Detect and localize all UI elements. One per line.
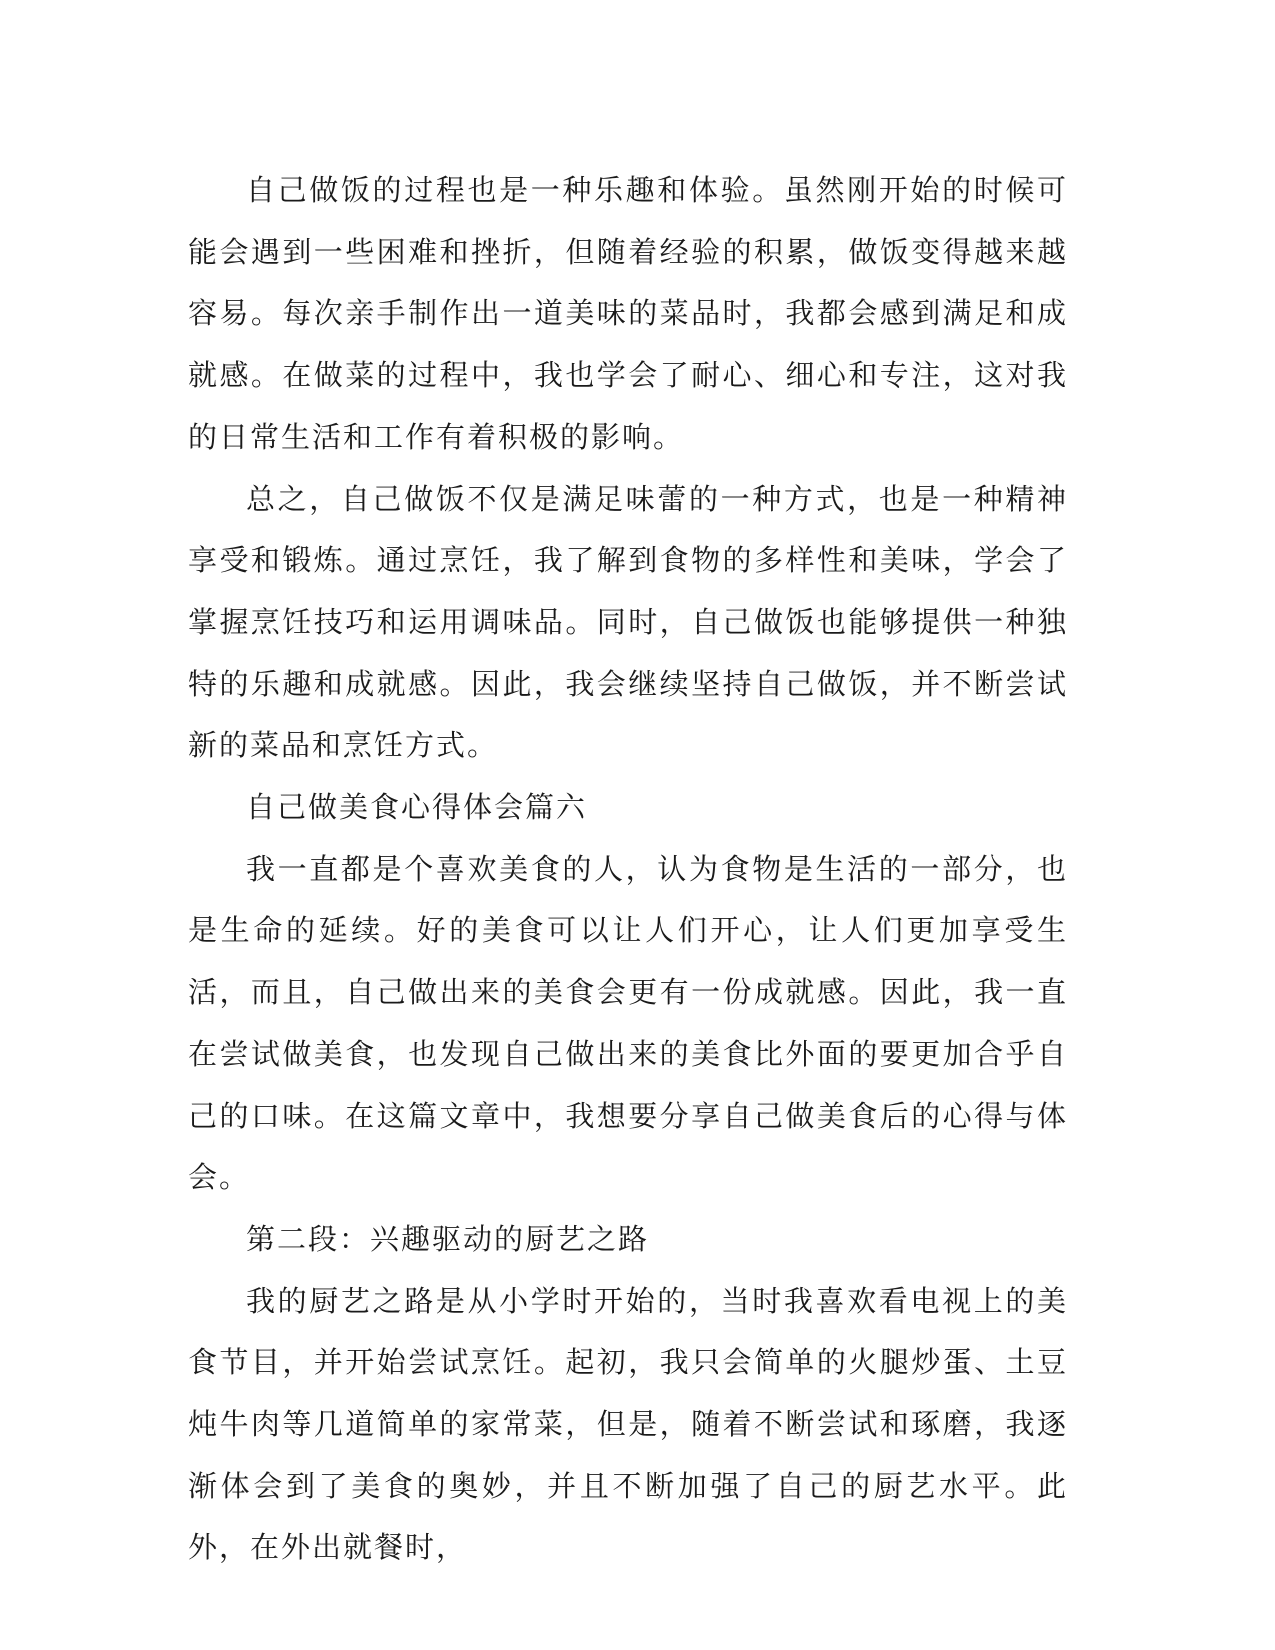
section-heading-part-six: 自己做美食心得体会篇六	[246, 790, 588, 825]
paragraph-intro-food-love: 我一直都是个喜欢美食的人，认为食物是生活的一部分，也是生命的延续。好的美食可以让人们开心，让人们更加享受生活，而且，自己做出来的美食会更有一份成就感。因此，我一直在尝试做美食，也发现自己做出来的美食比外面的要更加合乎自己的口味。在这篇文章中，我想要分享自己做美食后的心得与体会。	[188, 851, 1068, 1195]
document-body	[188, 160, 1068, 1579]
paragraph-cooking-process: 自己做饭的过程也是一种乐趣和体验。虽然刚开始的时候可能会遇到一些困难和挫折，但随着经验的积累，做饭变得越来越容易。每次亲手制作出一道美味的菜品时，我都会感到满足和成就感。在做菜的过程中，我也学会了耐心、细心和专注，这对我的日常生活和工作有着积极的影响。	[188, 173, 1068, 454]
paragraph-conclusion: 总之，自己做饭不仅是满足味蕾的一种方式，也是一种精神享受和锻炼。通过烹饪，我了解到食物的多样性和美味，学会了掌握烹饪技巧和运用调味品。同时，自己做饭也能够提供一种独特的乐趣和成就感。因此，我会继续坚持自己做饭，并不断尝试新的菜品和烹饪方式。	[188, 481, 1068, 763]
paragraph-cooking-journey: 我的厨艺之路是从小学时开始的，当时我喜欢看电视上的美食节目，并开始尝试烹饪。起初，我只会简单的火腿炒蛋、土豆炖牛肉等几道简单的家常菜，但是，随着不断尝试和琢磨，我逐渐体会到了美食的奥妙，并且不断加强了自己的厨艺水平。此外，在外出就餐时，	[188, 1283, 1068, 1565]
section-heading-second-part: 第二段：兴趣驱动的厨艺之路	[246, 1221, 650, 1256]
